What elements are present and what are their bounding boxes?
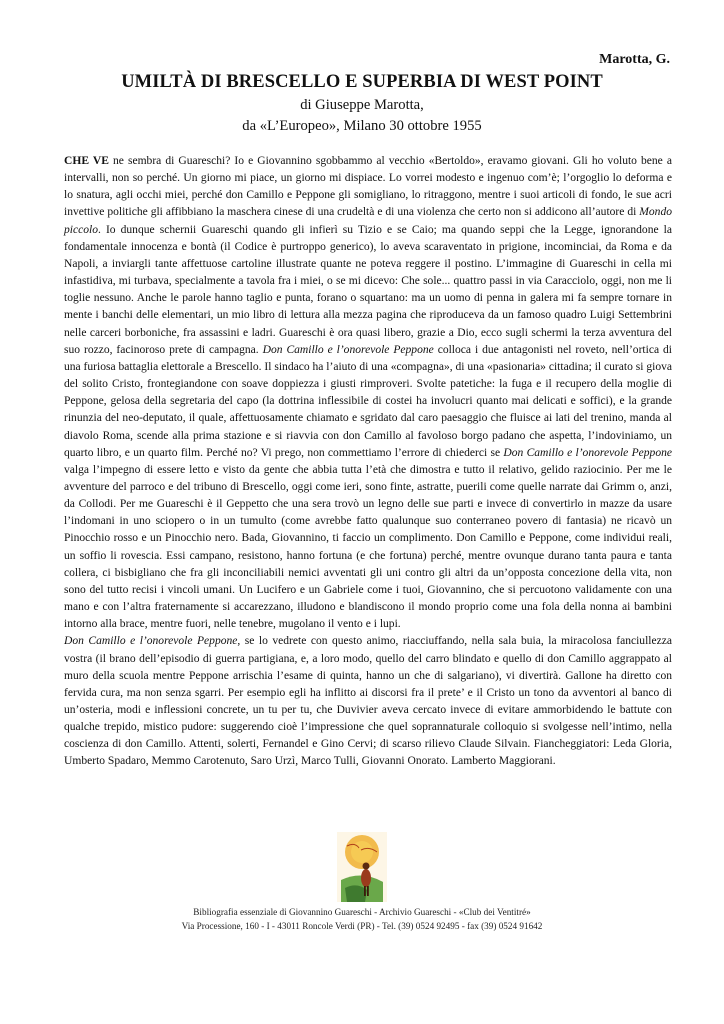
text-run: valga l’impegno di essere letto e visto da gente che abbia tutta l’età che dimostra e tutto il relativo, gelido raziocinio. Per me le avventure del parroco e del tribuno di Brescello, oggi come ieri, sono finte, astratte, puerili come quelle narrate dai Grimm o, anzi, da Collodi. Per me Guareschi è il Geppetto che una sera trovò un legno delle sue parti e invece di convertirlo in mazze da usare l’indomani in uno sciopero o in un tumulto (come avrebbe fatto qualunque suo conterraneo povero di fantasia) ne ricavò un Pinocchio rosso e un Pinocchio nero. Bada, Giovannino, ti faccio un complimento. Don Camillo e Peppone, come individui reali, un soffio li rovescia. Essi campano, resistono, hanno fortuna (e che fortuna) perché, mentre ovunque durano tanta paura e tanta collera, ci bisbigliano che fra gli inconciliabili nemici avventati gli uni contro gli altri da un’opposta concezione della vita, non sono del tutto recisi i vincoli umani. Un Lucifero e un Gabriele come i tuoi, Giovannino, che si percuotono validamente con una mano e con l’altra fraternamente si accarezzano, illudono e blandiscono il mondo proprio come una fola della nonna ai bambini intorno alla brace, mentre fuori, nelle tenebre, mugolano il vento e i lupi.	[64, 463, 672, 631]
footer-line-1: Bibliografia essenziale di Giovannino Guareschi - Archivio Guareschi - «Club dei Ventitré»	[193, 907, 531, 917]
author-tag: Marotta, G.	[599, 52, 670, 67]
italic-title: Don Camillo e l’onorevole Peppone	[262, 343, 434, 356]
text-run: , se lo vedrete con questo animo, riacciuffando, nella sala buia, la miracolosa fanciullezza vostra (il brano dell’episodio di guerra partigiana, e, a loro modo, quello del carro blindato e quello di don Camillo aggrappato al muro della scuola mentre Peppone arrischia l’esame di quinta, hanno un che di salgariano), vi divertirà. Gallone ha diretto con fervida cura, ma non senza sgarri. Per esempio egli ha inflitto ai discorsi fra il prete’ e il Cristo un tono da avventori al banco di un’osteria, modi e inflessioni concrete, un tu per tu, che Duvivier aveva cercato invece di evitare ammorbidendo le battute con qualche trepido, mistico pudore: suggerendo cioè l’impressione che quel soprannaturale colloquio si svolgesse nell’intimo, nella coscienza di don Camillo. Attenti, solerti, Fernandel e Gino Cervi; di scarso rilievo Claude Silvain. Fiancheggiatori: Leda Gloria, Umberto Spadaro, Memmo Carotenuto, Saro Urzì, Marco Tulli, Giovanni Onorato. Lamberto Maggiorani.	[64, 635, 673, 768]
club-logo	[337, 832, 387, 902]
lead-words: CHE VE	[64, 155, 109, 167]
article-paragraph-1	[64, 153, 672, 633]
footer-line-2: Via Processione, 160 - I - 43011 Roncole Verdi (PR) - Tel. (39) 0524 92495 - fax (39) 0524 91642	[181, 921, 543, 931]
page-title: UMILTÀ DI BRESCELLO E SUPERBIA DI WEST POINT	[121, 72, 603, 92]
club-dei-ventitre-logo-icon	[337, 832, 387, 902]
byline-author: di Giuseppe Marotta,	[300, 97, 424, 113]
italic-title: Don Camillo e l’onorevole Peppone	[503, 446, 672, 459]
text-run: . Io dunque schernii Guareschi quando gli infierì su Tizio e se Caio; ma quando seppi che la Legge, ignorandone la fondamentale innocenza e bontà (il Codice è purtroppo generico), lo aveva scaraventato in prigione, incominciai, da Roma e da Napoli, a inviargli tante affettuose cartoline illustrate quante ne poteva reggere il postino. L’immagine di Guareschi in cella mi infastidiva, mi turbava, specialmente a tavola fra i miei, o se mi dicevo: Che sole... quattro passi in via Caracciolo, oggi, non me li toglie nessuno. Anche le parole hanno taglio e punta, forano o squartano: ma un uomo di penna in galera mi fa sempre tornare in mente i banchi delle elementari, un mio libro di lettura alla mezza pagina che riproduceva da un famoso quadro Luigi Settembrini nelle carceri borboniche, fra assassini e ladri. Guareschi è ora quasi libero, grazie a Dio, ecco sugli schermi la terza avventura del suo rozzo, facinoroso prete di campagna.	[64, 223, 672, 356]
byline-source: da «L’Europeo», Milano 30 ottobre 1955	[242, 118, 482, 134]
italic-title: Don Camillo e l’onorevole Peppone	[64, 635, 238, 648]
article-body	[64, 153, 672, 771]
text-run: ne sembra di Guareschi? Io e Giovannino sgobbammo al vecchio «Bertoldo», eravamo giovani. Gli ho voluto bene a intervalli, non so perché. Un giorno mi piace, un giorno mi dispiace. Lo vorrei modesto e ingenuo com’è; l’orgoglio lo deforma e lo snatura, agli occhi miei, perché don Camillo e Peppone gli somigliano, lo ritraggono, mentre i suoi articoli di fondo, le sue acri invettive politiche gli affibbiano la maschera cinese di una crudeltà e di una violenza che certo non si addicono all’autore di	[64, 155, 672, 219]
article-paragraph-2	[64, 633, 672, 770]
text-run: colloca i due antagonisti nel roveto, nell’ortica di una furiosa battaglia elettorale a Brescello. Il sindaco ha l’aiuto di una «compagna», di una «pasionaria» cittadina; il curato si giova del solito Cristo, frontegiandone con soave doppiezza i giusti rimproveri. Svolte patetiche: la fuga e il recupero della moglie di Peppone, gelosa della segretaria del capo (la dottrina inflessibile di costei ha involucri quanto mai delicati e soffici), e la grande rinunzia del neo-deputato, il quale, affettuosamente chiamato e sgridato dal caro paesaggio che fluisce ai lati del trenino, manda al diavolo Roma, scende alla prima stazione e si riavvia con don Camillo al favoloso borgo padano che aspetta, l’indoviniamo, un quarto libro, e un quarto film. Perché no? Vi prego, non commettiamo l’errore di chiederci se	[64, 343, 672, 459]
italic-title: Mondo piccolo	[64, 206, 672, 236]
